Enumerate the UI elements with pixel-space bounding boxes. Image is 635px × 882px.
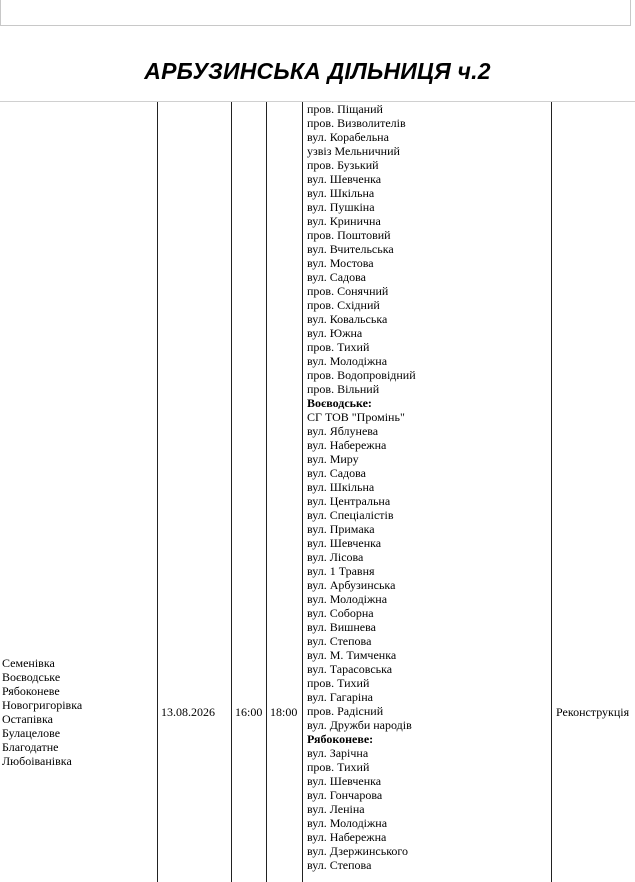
street-name: пров. Бузький	[307, 158, 379, 172]
settlement-name: Воєводське	[2, 670, 61, 684]
settlement-name: Новогригорівка	[2, 698, 83, 712]
header-box	[0, 0, 631, 26]
street-name: вул. Яблунева	[307, 424, 379, 438]
street-name: пров. Піщаний	[307, 102, 383, 116]
settlements-cell	[2, 656, 82, 768]
start-time-cell: 16:00	[235, 705, 263, 719]
street-name: вул. Молодіжна	[307, 354, 388, 368]
page-title: АРБУЗИНСЬКА ДІЛЬНИЦЯ ч.2	[144, 58, 491, 84]
street-name: вул. Тарасовська	[307, 662, 393, 676]
street-name: пров. Тихий	[307, 760, 370, 774]
street-name: узвіз Мельничний	[307, 144, 400, 158]
street-name: пров. Радісний	[307, 704, 384, 718]
reason-cell: Реконструкція	[556, 705, 630, 719]
street-name: вул. Дружби народів	[307, 718, 412, 732]
street-name: вул. Шевченка	[307, 536, 382, 550]
column-divider	[551, 102, 552, 882]
settlement-name: Любоіванівка	[2, 754, 72, 768]
street-name: вул. Набережна	[307, 438, 387, 452]
street-name: вул. М. Тимченка	[307, 648, 397, 662]
street-name: вул. Шкільна	[307, 186, 375, 200]
street-name: вул. Кринична	[307, 214, 381, 228]
street-name: пров. Сонячний	[307, 284, 389, 298]
street-name: вул. Миру	[307, 452, 359, 466]
street-name: вул. Мостова	[307, 256, 374, 270]
street-name: вул. Спеціалістів	[307, 508, 394, 522]
street-name: вул. Леніна	[307, 802, 365, 816]
street-name: вул. Гончарова	[307, 788, 383, 802]
settlement-name: Благодатне	[2, 740, 59, 754]
settlement-heading: Рябоконеве:	[307, 732, 374, 746]
street-name: пров. Поштовий	[307, 228, 391, 242]
street-name: вул. Пушкіна	[307, 200, 375, 214]
column-divider	[231, 102, 232, 882]
street-name: вул. 1 Травня	[307, 564, 375, 578]
column-divider	[266, 102, 267, 882]
street-name: вул. Лісова	[307, 550, 364, 564]
street-name: вул. Степова	[307, 634, 372, 648]
column-divider	[157, 102, 158, 882]
street-name: вул. Центральна	[307, 494, 391, 508]
streets-cell	[307, 102, 416, 872]
end-time-cell: 18:00	[270, 705, 298, 719]
street-name: вул. Садова	[307, 466, 366, 480]
street-name: вул. Вишнева	[307, 620, 376, 634]
street-name: вул. Степова	[307, 858, 372, 872]
street-name: вул. Зарічна	[307, 746, 369, 760]
street-name: вул. Южна	[307, 326, 363, 340]
settlement-name: Рябоконеве	[2, 684, 60, 698]
column-divider	[302, 102, 303, 882]
street-name: вул. Дзержинського	[307, 844, 409, 858]
settlement-name: Семенівка	[2, 656, 55, 670]
outage-table	[0, 101, 635, 882]
street-name: вул. Молодіжна	[307, 592, 388, 606]
date-cell: 13.08.2026	[161, 705, 215, 719]
street-name: вул. Вчительська	[307, 242, 394, 256]
street-name: вул. Набережна	[307, 830, 387, 844]
street-name: СГ ТОВ "Промінь"	[307, 410, 405, 424]
street-name: вул. Арбузинська	[307, 578, 396, 592]
settlement-heading: Воєводське:	[307, 396, 372, 410]
street-name: пров. Вільний	[307, 382, 380, 396]
street-name: вул. Примака	[307, 522, 375, 536]
street-name: вул. Шевченка	[307, 172, 382, 186]
street-name: вул. Шкільна	[307, 480, 375, 494]
street-name: вул. Соборна	[307, 606, 374, 620]
settlement-name: Остапівка	[2, 712, 53, 726]
street-name: пров. Східний	[307, 298, 380, 312]
street-name: пров. Тихий	[307, 676, 370, 690]
settlement-name: Булацелове	[2, 726, 61, 740]
street-name: пров. Тихий	[307, 340, 370, 354]
street-name: пров. Водопровідний	[307, 368, 416, 382]
street-name: вул. Ковальська	[307, 312, 388, 326]
street-name: вул. Молодіжна	[307, 816, 388, 830]
street-name: пров. Визволителів	[307, 116, 406, 130]
street-name: вул. Садова	[307, 270, 366, 284]
street-name: вул. Корабельна	[307, 130, 389, 144]
street-name: вул. Шевченка	[307, 774, 382, 788]
street-name: вул. Гагаріна	[307, 690, 374, 704]
